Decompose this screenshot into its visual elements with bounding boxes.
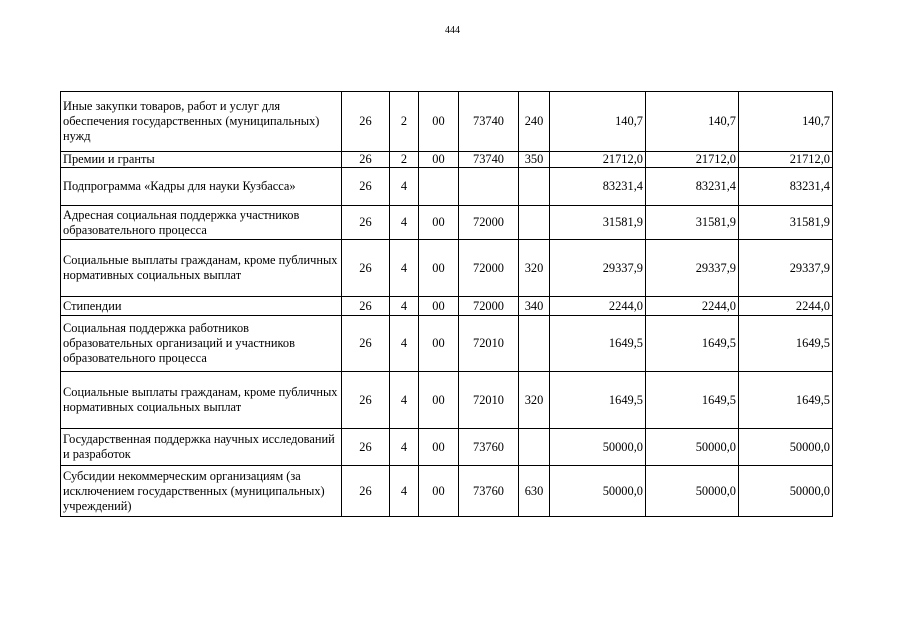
cell-name: Субсидии некоммерческим организациям (за исключением государственных (муниципальных) учреждений) <box>61 466 342 517</box>
cell-subsection: 4 <box>390 316 419 372</box>
cell-expense-type: 350 <box>519 152 550 168</box>
cell-program: 00 <box>419 206 459 240</box>
cell-direction: 72010 <box>459 372 519 429</box>
table-row <box>61 92 833 152</box>
cell-program: 00 <box>419 152 459 168</box>
cell-subsection: 4 <box>390 240 419 297</box>
cell-amount-3: 21712,0 <box>739 152 833 168</box>
cell-name: Социальные выплаты гражданам, кроме публичных нормативных социальных выплат <box>61 372 342 429</box>
cell-direction <box>459 168 519 206</box>
cell-amount-1: 31581,9 <box>550 206 646 240</box>
cell-name: Премии и гранты <box>61 152 342 168</box>
cell-program: 00 <box>419 92 459 152</box>
cell-direction: 73740 <box>459 92 519 152</box>
cell-amount-2: 31581,9 <box>646 206 739 240</box>
cell-amount-1: 50000,0 <box>550 429 646 466</box>
cell-direction: 72000 <box>459 240 519 297</box>
cell-amount-2: 50000,0 <box>646 466 739 517</box>
cell-amount-3: 29337,9 <box>739 240 833 297</box>
cell-expense-type: 320 <box>519 240 550 297</box>
cell-section: 26 <box>342 316 390 372</box>
cell-section: 26 <box>342 206 390 240</box>
cell-amount-3: 50000,0 <box>739 429 833 466</box>
cell-program: 00 <box>419 297 459 316</box>
cell-program <box>419 168 459 206</box>
table-row <box>61 206 833 240</box>
cell-section: 26 <box>342 152 390 168</box>
cell-section: 26 <box>342 429 390 466</box>
cell-amount-2: 29337,9 <box>646 240 739 297</box>
cell-direction: 72000 <box>459 206 519 240</box>
table-row <box>61 152 833 168</box>
cell-direction: 72010 <box>459 316 519 372</box>
cell-amount-2: 83231,4 <box>646 168 739 206</box>
cell-direction: 72000 <box>459 297 519 316</box>
cell-amount-2: 140,7 <box>646 92 739 152</box>
cell-amount-3: 2244,0 <box>739 297 833 316</box>
cell-name: Иные закупки товаров, работ и услуг для обеспечения государственных (муниципальных) нужд <box>61 92 342 152</box>
cell-name: Адресная социальная поддержка участников образовательного процесса <box>61 206 342 240</box>
cell-section: 26 <box>342 168 390 206</box>
cell-subsection: 2 <box>390 92 419 152</box>
cell-section: 26 <box>342 92 390 152</box>
cell-amount-1: 50000,0 <box>550 466 646 517</box>
cell-amount-3: 31581,9 <box>739 206 833 240</box>
cell-amount-1: 140,7 <box>550 92 646 152</box>
cell-amount-1: 29337,9 <box>550 240 646 297</box>
cell-name: Стипендии <box>61 297 342 316</box>
cell-name: Подпрограмма «Кадры для науки Кузбасса» <box>61 168 342 206</box>
cell-amount-3: 1649,5 <box>739 316 833 372</box>
page-number: 444 <box>445 25 460 36</box>
table-row <box>61 466 833 517</box>
cell-program: 00 <box>419 466 459 517</box>
cell-subsection: 4 <box>390 466 419 517</box>
cell-amount-2: 50000,0 <box>646 429 739 466</box>
cell-direction: 73740 <box>459 152 519 168</box>
budget-table <box>60 91 833 517</box>
cell-amount-1: 1649,5 <box>550 316 646 372</box>
cell-expense-type <box>519 429 550 466</box>
cell-amount-1: 83231,4 <box>550 168 646 206</box>
cell-amount-3: 140,7 <box>739 92 833 152</box>
cell-expense-type <box>519 316 550 372</box>
cell-amount-2: 21712,0 <box>646 152 739 168</box>
cell-section: 26 <box>342 297 390 316</box>
cell-section: 26 <box>342 240 390 297</box>
cell-amount-2: 1649,5 <box>646 316 739 372</box>
cell-expense-type: 630 <box>519 466 550 517</box>
cell-name: Социальные выплаты гражданам, кроме публичных нормативных социальных выплат <box>61 240 342 297</box>
table-row <box>61 297 833 316</box>
cell-amount-2: 2244,0 <box>646 297 739 316</box>
cell-section: 26 <box>342 372 390 429</box>
cell-direction: 73760 <box>459 429 519 466</box>
cell-subsection: 4 <box>390 372 419 429</box>
cell-program: 00 <box>419 316 459 372</box>
cell-expense-type <box>519 206 550 240</box>
cell-direction: 73760 <box>459 466 519 517</box>
cell-subsection: 4 <box>390 429 419 466</box>
cell-subsection: 4 <box>390 168 419 206</box>
cell-amount-1: 1649,5 <box>550 372 646 429</box>
cell-program: 00 <box>419 372 459 429</box>
table-row <box>61 168 833 206</box>
cell-expense-type: 320 <box>519 372 550 429</box>
table-row <box>61 240 833 297</box>
cell-name: Государственная поддержка научных исследований и разработок <box>61 429 342 466</box>
table-row <box>61 429 833 466</box>
cell-amount-3: 1649,5 <box>739 372 833 429</box>
cell-program: 00 <box>419 429 459 466</box>
table-row <box>61 316 833 372</box>
cell-program: 00 <box>419 240 459 297</box>
cell-amount-2: 1649,5 <box>646 372 739 429</box>
cell-expense-type: 240 <box>519 92 550 152</box>
cell-name: Социальная поддержка работников образовательных организаций и участников образовательного процесса <box>61 316 342 372</box>
cell-amount-1: 2244,0 <box>550 297 646 316</box>
cell-expense-type <box>519 168 550 206</box>
cell-subsection: 4 <box>390 206 419 240</box>
cell-section: 26 <box>342 466 390 517</box>
cell-amount-3: 50000,0 <box>739 466 833 517</box>
cell-expense-type: 340 <box>519 297 550 316</box>
cell-amount-3: 83231,4 <box>739 168 833 206</box>
table-row <box>61 372 833 429</box>
cell-amount-1: 21712,0 <box>550 152 646 168</box>
cell-subsection: 2 <box>390 152 419 168</box>
cell-subsection: 4 <box>390 297 419 316</box>
